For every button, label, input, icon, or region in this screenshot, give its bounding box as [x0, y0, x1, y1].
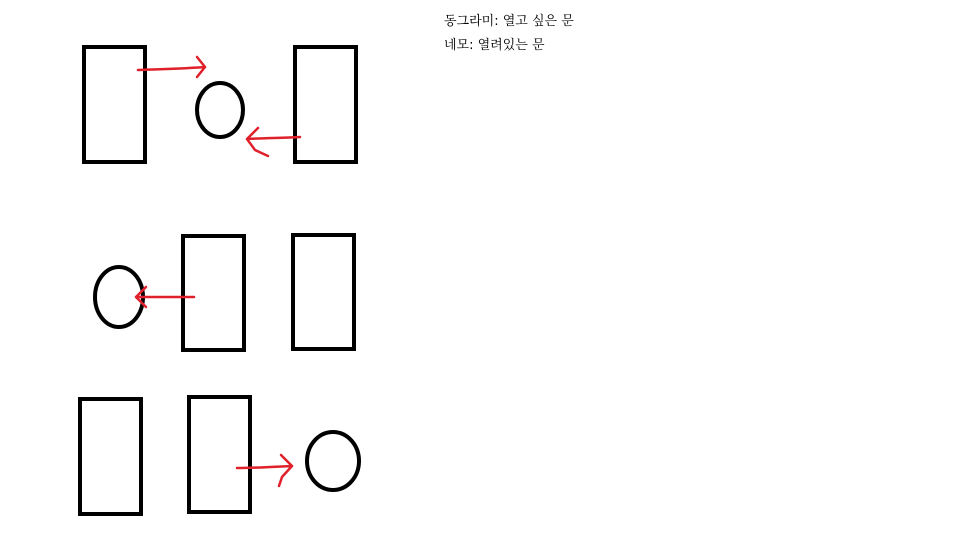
arrow-right [138, 57, 205, 77]
open-door [84, 47, 145, 162]
target-door [307, 432, 359, 490]
open-door [183, 236, 244, 350]
arrow-right [237, 455, 292, 486]
open-door [295, 47, 356, 162]
arrow-left [247, 128, 300, 156]
open-door [293, 235, 354, 349]
target-door [197, 83, 243, 137]
open-door [189, 397, 250, 512]
legend [444, 10, 574, 58]
scenario-3 [80, 397, 359, 514]
open-door [80, 399, 141, 514]
scenario-1 [84, 47, 356, 162]
arrow-left [136, 287, 194, 307]
legend-circle-text: 동그라미: 열고 싶은 문 [444, 14, 574, 29]
legend-square-text: 네모: 열려있는 문 [444, 38, 545, 53]
scenario-2 [95, 235, 354, 350]
